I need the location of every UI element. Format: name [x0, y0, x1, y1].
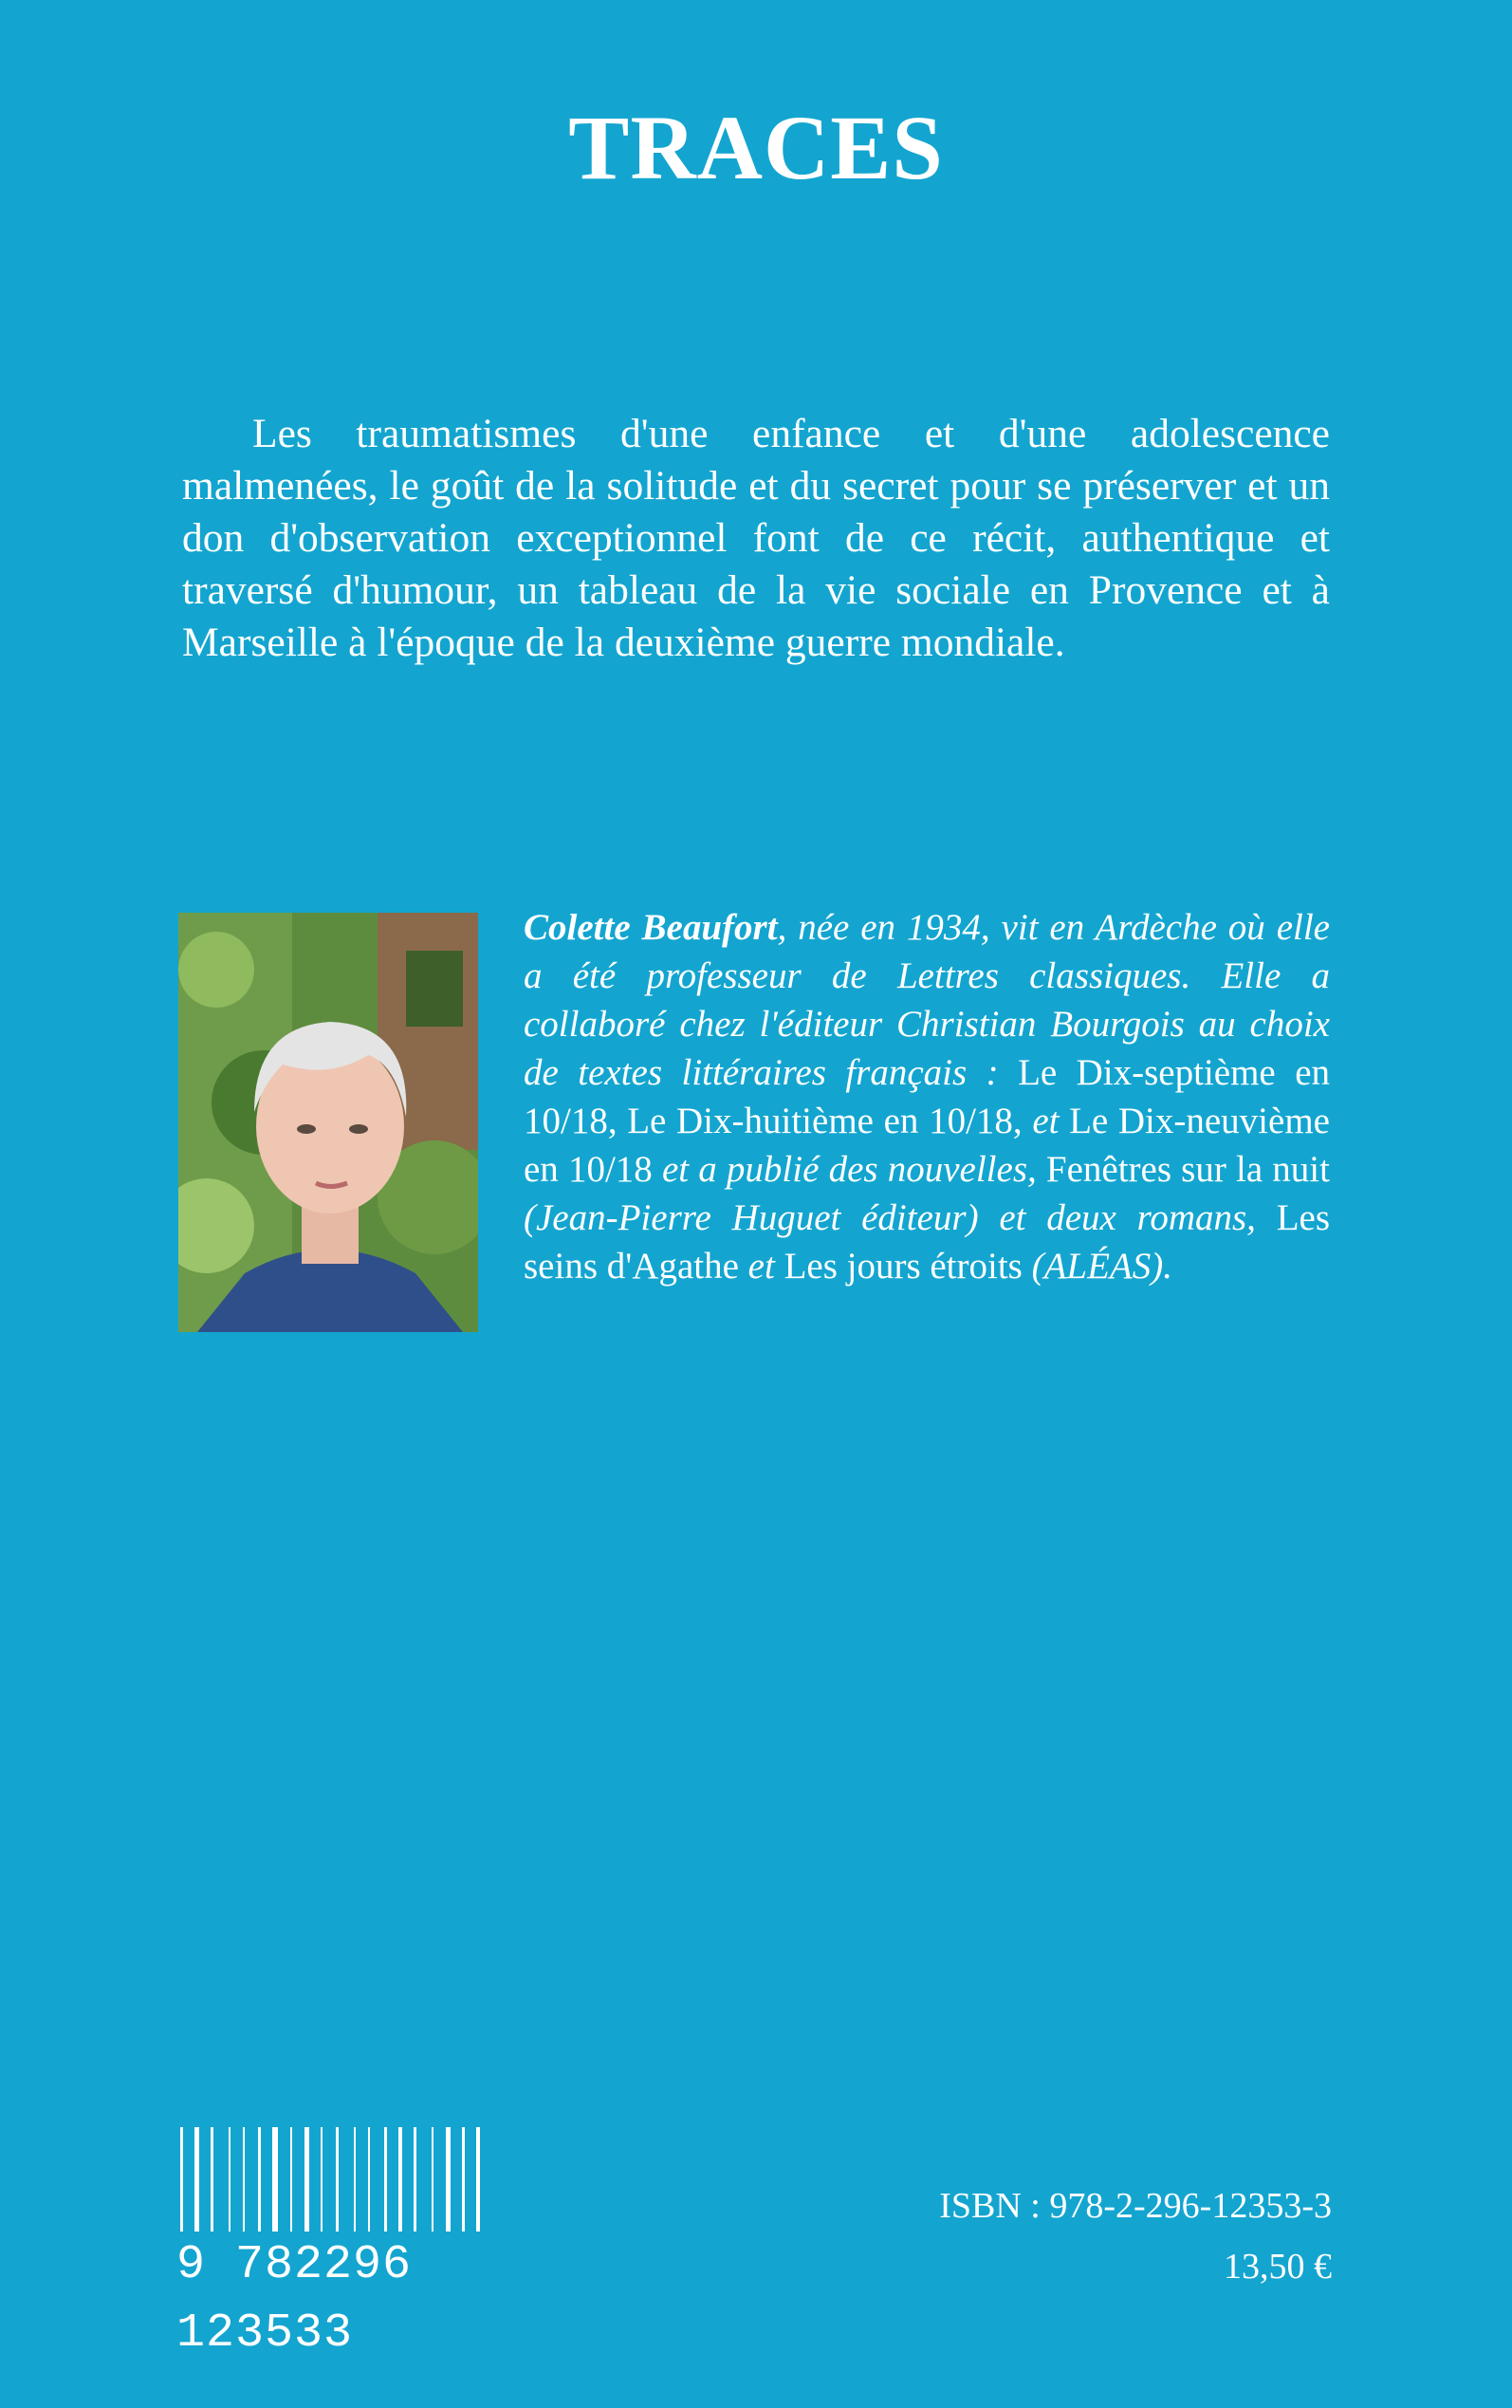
bio-segment: Colette Beaufort — [524, 907, 778, 948]
synopsis: Les traumatismes d'une enfance et d'une adolescence malmenées, le goût de la solitude et du secret pour se préserver et un don d'observation exceptionnel font de ce récit, authentique et traversé d'humour, un tableau de la vie sociale en Provence et à Marseille à l'époque de la deuxième guerre mondiale. — [182, 411, 1330, 665]
bio-segment: Le Dix-neuvième en 10/18 — [524, 1101, 1330, 1190]
bio-segment: et — [747, 1246, 784, 1287]
bio-segment: Les jours étroits — [784, 1246, 1032, 1287]
author-bio — [524, 903, 1330, 1290]
author-photo — [178, 913, 478, 1332]
isbn: ISBN : 978-2-296-12353-3 — [939, 2186, 1332, 2226]
book-title: TRACES — [568, 97, 944, 198]
bio-segment: (ALÉAS). — [1031, 1246, 1172, 1287]
bio-segment: Les seins d'Agathe — [524, 1197, 1330, 1287]
bio-segment: et — [1032, 1101, 1070, 1141]
bio-segment: , née en 1934, vit en Ardèche où elle a été professeur de Lettres classiques. Elle a collaboré chez l'éditeur Christian Bourgois au choix de textes littéraires français : — [524, 907, 1330, 1093]
barcode-digits: 9 782296 123533 — [176, 2232, 605, 2300]
price: 13,50 € — [1224, 2247, 1332, 2287]
bio-segment: Fenêtres sur la nuit — [1045, 1149, 1330, 1190]
bio-segment: (Jean-Pierre Huguet éditeur) et deux romans, — [524, 1197, 1277, 1238]
bio-segment: et a publié des nouvelles, — [661, 1149, 1046, 1190]
bio-segment: Le Dix-septième en 10/18, Le Dix-huitième en 10/18, — [524, 1052, 1331, 1141]
